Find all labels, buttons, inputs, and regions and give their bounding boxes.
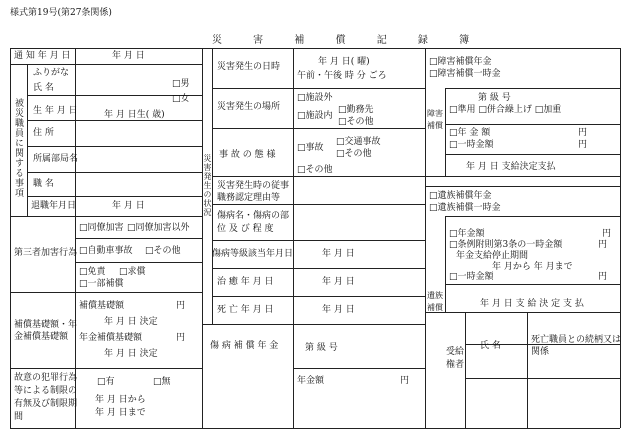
disaster-status-section: 災害発生の状況: [203, 154, 212, 217]
disability-pension-yen: 円: [578, 128, 588, 138]
restriction-label-2: 等による制限の: [14, 386, 78, 396]
duty-reason-label-1: 災害発生時の従事: [217, 181, 290, 191]
disability-lump-amount[interactable]: □一時金額: [449, 140, 494, 150]
cure-date-value: 年 月 日: [322, 277, 355, 287]
birth-date-value: 年 月 日生( 歳): [104, 110, 165, 120]
supplementary-lump-yen: 円: [598, 240, 608, 250]
injury-pension-label: 傷 病 補 償 年 金: [210, 341, 279, 351]
accident-checkbox[interactable]: □事故: [297, 143, 324, 153]
survivor-pay-decision: 年 月 日 支 給 決 定 支 払: [480, 299, 584, 309]
relation-label-2: 関係: [531, 347, 550, 357]
notice-date-value: 年 月 日: [112, 51, 145, 61]
cure-date-label: 治 癒 年 月 日: [217, 277, 274, 287]
injury-pension-grade: 第 級 号: [305, 343, 338, 353]
base-amount-section-line2: 金補償基礎額: [14, 332, 69, 342]
restriction-no-checkbox[interactable]: □無: [153, 377, 171, 387]
tp-exempt-checkbox[interactable]: □免責: [79, 267, 106, 277]
form-number: 様式第19号(第27条関係): [10, 8, 112, 18]
disability-section-label: 障害補償: [427, 109, 443, 130]
mode-other-checkbox-2[interactable]: □その他: [297, 165, 333, 175]
survivor-lump-amount[interactable]: □一時金額: [449, 272, 494, 282]
occur-place-label: 災害発生の場所: [217, 102, 281, 112]
death-date-value: 年 月 日: [322, 305, 355, 315]
pension-base-yen: 円: [176, 333, 186, 343]
birth-date-label: 生 年 月 日: [33, 106, 78, 116]
department-label: 所属部局名: [33, 154, 79, 164]
disability-pay-decision: 年 月 日 支給決定支払: [466, 162, 556, 172]
pension-decision-date: 年 月 日 決定: [104, 349, 158, 359]
page-title: 災 害 補 償 記 録 簿: [212, 35, 484, 46]
restriction-label-3: 有無及び制限期: [14, 399, 78, 409]
male-checkbox[interactable]: □男: [172, 79, 190, 89]
injury-label-1: 傷病名・傷病の部: [217, 211, 290, 221]
tp-claim-checkbox[interactable]: □求償: [119, 267, 146, 277]
base-decision-date: 年 月 日 決定: [104, 317, 158, 327]
retirement-date-value: 年 月 日: [112, 201, 145, 211]
furigana-label: ふりがな: [33, 68, 70, 78]
survivor-pension-amount[interactable]: □年金額: [449, 229, 485, 239]
tp-car-accident-checkbox[interactable]: □自動車事故: [79, 246, 133, 256]
occur-date-value: 年 月 日( 曜): [318, 57, 370, 67]
injury-label-2: 位 及 び 程 度: [217, 224, 274, 234]
name-label: 氏 名: [33, 83, 54, 93]
base-amount-yen: 円: [176, 301, 186, 311]
recipient-name-label: 氏 名: [480, 341, 501, 351]
accident-mode-label: 事 故 の 態 様: [219, 150, 276, 160]
tp-non-colleague-checkbox[interactable]: □同僚加害以外: [127, 223, 190, 233]
survivor-lump-checkbox[interactable]: □遺族補償一時金: [429, 203, 501, 213]
suspension-label: 年金支給停止期間: [456, 251, 529, 261]
place-other-checkbox[interactable]: □その他: [338, 117, 374, 127]
supplementary-lump-checkbox[interactable]: □条例附則第3条の一時金額: [449, 240, 563, 250]
injury-pension-amount: 年金額: [297, 376, 325, 386]
traffic-accident-checkbox[interactable]: □交通事故: [336, 137, 381, 147]
retirement-date-label: 退職年月日: [31, 201, 77, 211]
tp-other-checkbox[interactable]: □その他: [145, 246, 181, 256]
disability-lump-checkbox[interactable]: □障害補償一時金: [429, 69, 501, 79]
survivor-section-label: 遺族補償: [427, 291, 443, 312]
tp-partial-checkbox[interactable]: □一部補償: [79, 279, 124, 289]
survivor-pension-checkbox[interactable]: □遺族補償年金: [429, 191, 492, 201]
tp-colleague-checkbox[interactable]: □同僚加害: [79, 223, 124, 233]
base-amount-label: 補償基礎額: [79, 301, 125, 311]
disability-checks[interactable]: □準用 □併合繰上げ □加重: [449, 105, 562, 115]
disability-grade: 第 級 号: [478, 93, 511, 103]
occur-time-value: 午前・午後 時 分 ごろ: [297, 71, 387, 81]
workplace-checkbox[interactable]: □勤務先: [338, 105, 374, 115]
inside-facility-checkbox[interactable]: □施設内: [297, 111, 333, 121]
pension-base-label: 年金補償基礎額: [79, 333, 143, 343]
outside-facility-checkbox[interactable]: □施設外: [297, 93, 333, 103]
female-checkbox[interactable]: □女: [172, 94, 190, 104]
disability-lump-yen: 円: [578, 140, 588, 150]
injured-employee-section: 被災職員に関する事項: [13, 98, 23, 198]
grade-date-label: 傷病等級該当年月日: [212, 249, 294, 259]
restriction-label-1: 故意の犯罪行為: [14, 373, 78, 383]
disability-pension-checkbox[interactable]: □障害補償年金: [429, 57, 492, 67]
base-amount-section-line1: 補償基礎額・年: [14, 320, 78, 330]
restriction-from-date: 年 月 日から: [95, 395, 146, 405]
restriction-label-4: 間: [14, 412, 24, 422]
third-party-label: 第三者加害行為: [14, 248, 78, 258]
position-label: 職 名: [33, 179, 54, 189]
notice-date-label: 通 知 年 月 日: [14, 51, 71, 61]
injury-pension-yen: 円: [400, 376, 410, 386]
restriction-yes-checkbox[interactable]: □有: [97, 377, 115, 387]
relation-label-1: 死亡職員との続柄又は: [531, 335, 622, 345]
suspension-period: 年 月から 年 月まで: [492, 262, 573, 272]
disability-pension-amount[interactable]: □年 金 額: [449, 128, 491, 138]
address-label: 住 所: [33, 128, 54, 138]
grade-date-value: 年 月 日: [322, 249, 355, 259]
restriction-to-date: 年 月 日まで: [95, 408, 146, 418]
mode-other-checkbox-1[interactable]: □その他: [336, 149, 372, 159]
duty-reason-label-2: 職務認定理由等: [217, 193, 281, 203]
survivor-lump-yen: 円: [598, 272, 608, 282]
recipient-section-label: 受給権者: [446, 347, 465, 370]
occur-datetime-label: 災害発生の日時: [217, 62, 281, 72]
survivor-pension-yen: 円: [602, 229, 612, 239]
death-date-label: 死 亡 年 月 日: [217, 305, 274, 315]
